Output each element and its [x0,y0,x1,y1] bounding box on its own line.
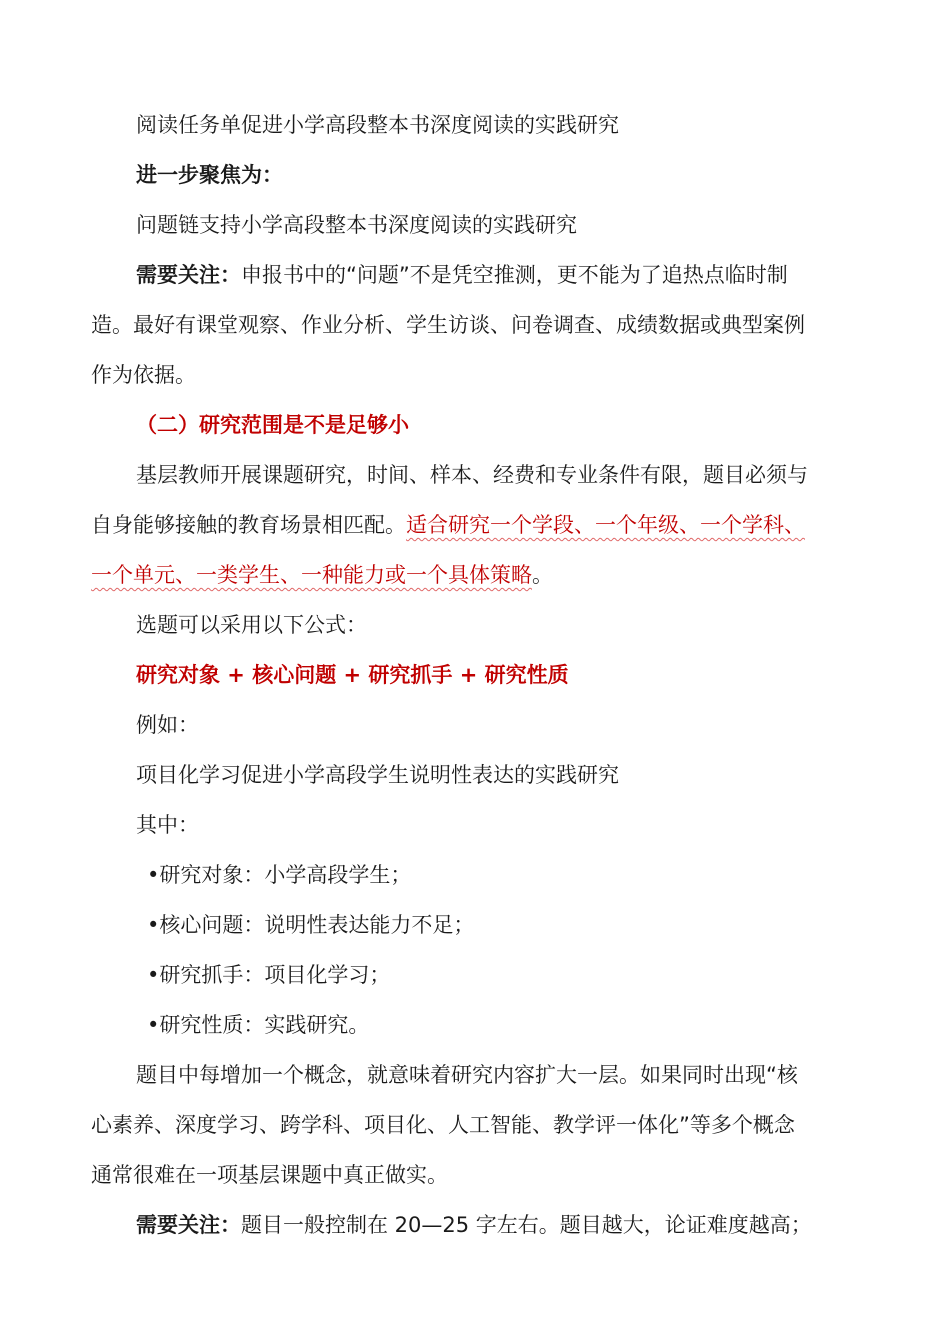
example-label: 例如： [136,713,199,737]
paragraph-2-line-2 [91,510,805,540]
paragraph-title-original: 阅读任务单促进小学高段整本书深度阅读的实践研究 [136,113,619,137]
section-heading: （二）研究范围是不是足够小 [136,413,409,437]
list-item: •核心问题：说明性表达能力不足； [147,913,475,937]
paragraph-2-marked-a: 适合研究一个学段、一个年级、一个学科、 [406,513,805,537]
note-2-label: 需要关注： [136,1213,241,1237]
paragraph-3-line-3: 通常很难在一项基层课题中真正做实。 [91,1163,448,1187]
paragraph-3-line-1: 题目中每增加一个概念，就意味着研究内容扩大一层。如果同时出现“核 [136,1063,798,1087]
note-1-line-3: 作为依据。 [91,363,196,387]
note-1-text: 申报书中的“问题”不是凭空推测，更不能为了追热点临时制 [241,263,788,287]
paragraph-2-end: 。 [532,563,553,587]
note-1-line-2: 造。最好有课堂观察、作业分析、学生访谈、问卷调查、成绩数据或典型案例 [91,313,805,337]
paragraph-refine-label: 进一步聚焦为： [136,163,283,187]
paragraph-2-line-3 [91,560,553,590]
formula: 研究对象 + 核心问题 + 研究抓手 + 研究性质 [136,663,569,687]
paragraph-title-refined: 问题链支持小学高段整本书深度阅读的实践研究 [136,213,577,237]
example-title: 项目化学习促进小学高段学生说明性表达的实践研究 [136,763,619,787]
paragraph-2-marked-b: 一个单元、一类学生、一种能力或一个具体策略 [91,563,532,587]
formula-intro: 选题可以采用以下公式： [136,613,367,637]
note-2 [136,1210,812,1240]
list-item: •研究对象：小学高段学生； [147,863,412,887]
note-1-line-1 [136,260,788,290]
paragraph-2-plain: 自身能够接触的教育场景相匹配。 [91,513,406,537]
paragraph-2-line-1: 基层教师开展课题研究，时间、样本、经费和专业条件有限，题目必须与 [136,463,808,487]
note-2-text: 题目一般控制在 20—25 字左右。题目越大，论证难度越高； [241,1213,812,1237]
paragraph-3-line-2: 心素养、深度学习、跨学科、项目化、人工智能、教学评一体化”等多个概念 [91,1113,795,1137]
list-item: •研究性质：实践研究。 [147,1013,370,1037]
note-1-label: 需要关注： [136,263,241,287]
list-item: •研究抓手：项目化学习； [147,963,391,987]
among-label: 其中： [136,813,199,837]
